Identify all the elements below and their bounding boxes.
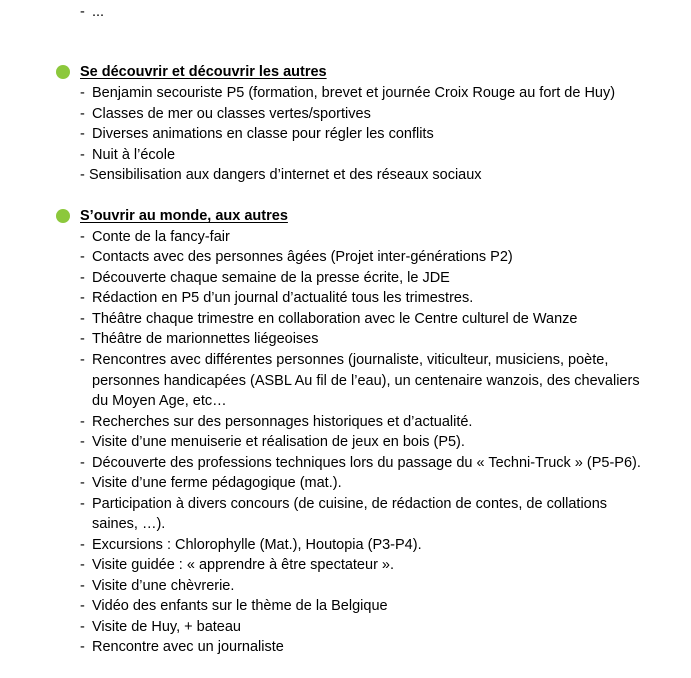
list-item: Benjamin secouriste P5 (formation, brevet et journée Croix Rouge au fort de Huy) xyxy=(92,85,616,101)
list-dash: - xyxy=(80,311,85,327)
list-item: Rédaction en P5 d’un journal d’actualité tous les trimestres. xyxy=(92,290,474,306)
list-dash: - xyxy=(80,85,85,101)
list-dash: - xyxy=(80,331,85,347)
green-bullet-icon xyxy=(56,65,70,79)
list-dash: - xyxy=(80,537,85,553)
list-dash: - xyxy=(80,147,85,163)
list-item: Excursions : Chlorophylle (Mat.), Houtopia (P3-P4). xyxy=(92,537,422,553)
list-dash: - xyxy=(80,126,85,142)
list-dash: - xyxy=(80,270,85,286)
list-item: Rencontre avec un journaliste xyxy=(92,639,284,655)
list-dash: - xyxy=(80,598,85,614)
list-item: Visite d’une menuiserie et réalisation de jeux en bois (P5). xyxy=(92,434,465,450)
list-item: Visite d’une chèvrerie. xyxy=(92,578,235,594)
list-dash: - xyxy=(80,290,85,306)
list-item: Participation à divers concours (de cuisine, de rédaction de contes, de collations xyxy=(92,496,608,512)
list-item: Découverte chaque semaine de la presse écrite, le JDE xyxy=(92,270,450,286)
list-dash: - xyxy=(80,434,85,450)
list-item: Visite d’une ferme pédagogique (mat.). xyxy=(92,475,342,491)
list-dash: - xyxy=(80,557,85,573)
list-item-continuation: du Moyen Age, etc… xyxy=(92,393,227,409)
list-dash: - xyxy=(80,106,85,122)
list-item: Nuit à l’école xyxy=(92,147,176,163)
list-item: Théâtre chaque trimestre en collaboration avec le Centre culturel de Wanze xyxy=(92,311,578,327)
list-dash: - xyxy=(80,249,85,265)
list-dash: - xyxy=(80,167,85,183)
list-item: Classes de mer ou classes vertes/sportives xyxy=(92,106,371,122)
list-item: ... xyxy=(92,4,105,20)
list-item: Rencontres avec différentes personnes (journaliste, viticulteur, musiciens, poète, xyxy=(92,352,609,368)
list-dash: - xyxy=(80,4,85,20)
list-item: Visite guidée : « apprendre à être spectateur ». xyxy=(92,557,395,573)
list-item-continuation: personnes handicapées (ASBL Au fil de l’eau), un centenaire wanzois, des chevaliers xyxy=(92,373,640,389)
list-dash: - xyxy=(80,352,85,368)
list-dash: - xyxy=(80,619,85,635)
list-item: Sensibilisation aux dangers d’internet et des réseaux sociaux xyxy=(89,167,482,183)
list-item: Recherches sur des personnages historiques et d’actualité. xyxy=(92,414,473,430)
list-item: Diverses animations en classe pour régler les conflits xyxy=(92,126,434,142)
list-dash: - xyxy=(80,475,85,491)
section-heading: Se découvrir et découvrir les autres xyxy=(80,64,327,80)
list-item: Visite de Huy, + bateau xyxy=(92,619,241,635)
list-item: Conte de la fancy-fair xyxy=(92,229,230,245)
green-bullet-icon xyxy=(56,209,70,223)
list-item: Théâtre de marionnettes liégeoises xyxy=(92,331,319,347)
list-item: Vidéo des enfants sur le thème de la Belgique xyxy=(92,598,388,614)
list-dash: - xyxy=(80,414,85,430)
list-item: Contacts avec des personnes âgées (Projet inter-générations P2) xyxy=(92,249,513,265)
section-heading: S’ouvrir au monde, aux autres xyxy=(80,208,288,224)
list-dash: - xyxy=(80,229,85,245)
list-dash: - xyxy=(80,639,85,655)
list-dash: - xyxy=(80,496,85,512)
list-dash: - xyxy=(80,455,85,471)
list-item: Découverte des professions techniques lors du passage du « Techni-Truck » (P5-P6). xyxy=(92,455,641,471)
list-dash: - xyxy=(80,578,85,594)
list-item-continuation: saines, …). xyxy=(92,516,166,532)
